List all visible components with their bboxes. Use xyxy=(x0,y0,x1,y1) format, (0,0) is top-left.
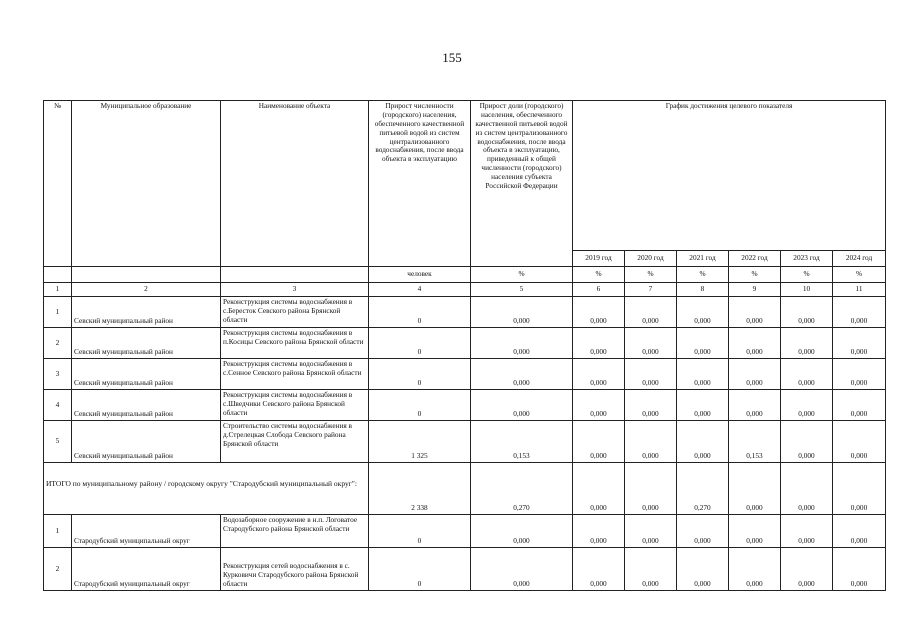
year-value-cell: 0,000 xyxy=(781,421,833,463)
total-year-value-cell: 0,000 xyxy=(729,463,781,515)
unit-year-percent: % xyxy=(781,267,833,283)
population-cell: 0 xyxy=(369,359,471,390)
year-value-cell: 0,000 xyxy=(677,390,729,421)
object-cell: Реконструкция системы водоснабжения в с.Шведчики Севского района Брянской области xyxy=(221,390,369,421)
year-value-cell: 0,000 xyxy=(677,421,729,463)
year-value-cell: 0,000 xyxy=(625,328,677,359)
header-year: 2020 год xyxy=(625,251,677,267)
year-value-cell: 0,000 xyxy=(833,359,886,390)
header-no: № xyxy=(44,101,72,267)
population-cell: 0 xyxy=(369,297,471,328)
header-year: 2022 год xyxy=(729,251,781,267)
year-value-cell: 0,000 xyxy=(573,328,625,359)
year-value-cell: 0,000 xyxy=(781,328,833,359)
year-value-cell: 0,000 xyxy=(625,548,677,591)
total-year-value-cell: 0,000 xyxy=(833,463,886,515)
row-number: 5 xyxy=(44,421,72,463)
year-value-cell: 0,000 xyxy=(625,297,677,328)
page-number: 155 xyxy=(442,50,462,65)
year-value-cell: 0,000 xyxy=(729,515,781,548)
share-cell: 0,000 xyxy=(471,548,573,591)
year-value-cell: 0,000 xyxy=(833,421,886,463)
unit-year-percent: % xyxy=(833,267,886,283)
year-value-cell: 0,000 xyxy=(781,515,833,548)
year-value-cell: 0,000 xyxy=(625,515,677,548)
table-row xyxy=(44,390,886,421)
column-number: 2 xyxy=(72,283,221,297)
row-number: 4 xyxy=(44,390,72,421)
total-year-value-cell: 0,000 xyxy=(625,463,677,515)
table-row xyxy=(44,328,886,359)
column-number: 1 xyxy=(44,283,72,297)
population-cell: 0 xyxy=(369,390,471,421)
year-value-cell: 0,000 xyxy=(729,328,781,359)
header-population-growth: Прирост численности (городского) населения, обеспеченного качественной питьевой водой из систем централизованного водоснабжения, после ввода объекта в эксплуатацию xyxy=(369,101,471,267)
year-value-cell: 0,000 xyxy=(833,390,886,421)
year-value-cell: 0,000 xyxy=(729,548,781,591)
unit-year-percent: % xyxy=(625,267,677,283)
unit-year-percent: % xyxy=(729,267,781,283)
header-object: Наименование объекта xyxy=(221,101,369,267)
row-number: 2 xyxy=(44,328,72,359)
object-cell: Реконструкция сетей водоснабжения в с. Курковичи Стародубского района Брянской области xyxy=(221,548,369,591)
year-value-cell: 0,000 xyxy=(625,421,677,463)
year-value-cell: 0,000 xyxy=(573,515,625,548)
year-value-cell: 0,000 xyxy=(677,297,729,328)
share-cell: 0,000 xyxy=(471,515,573,548)
year-value-cell: 0,000 xyxy=(677,328,729,359)
row-number: 2 xyxy=(44,548,72,591)
year-value-cell: 0,000 xyxy=(573,359,625,390)
year-value-cell: 0,000 xyxy=(729,297,781,328)
target-indicator-table xyxy=(43,100,886,591)
column-number: 11 xyxy=(833,283,886,297)
share-cell: 0,000 xyxy=(471,297,573,328)
row-number: 1 xyxy=(44,515,72,548)
header-share-growth: Прирост доли (городского) населения, обеспеченного качественной питьевой водой из систем централизованного водоснабжения, после ввода объекта в эксплуатацию, приведенный к общей численности (городского) населения субъекта Российской Федерации xyxy=(471,101,573,267)
unit-percent: % xyxy=(471,267,573,283)
year-value-cell: 0,000 xyxy=(677,359,729,390)
column-number: 6 xyxy=(573,283,625,297)
population-cell: 0 xyxy=(369,515,471,548)
unit-blank xyxy=(44,267,72,283)
year-value-cell: 0,000 xyxy=(833,297,886,328)
year-value-cell: 0,000 xyxy=(625,390,677,421)
table-row xyxy=(44,548,886,591)
header-year: 2023 год xyxy=(781,251,833,267)
year-value-cell: 0,000 xyxy=(573,421,625,463)
unit-people: человек xyxy=(369,267,471,283)
share-cell: 0,000 xyxy=(471,328,573,359)
header-schedule: График достижения целевого показателя xyxy=(573,101,886,251)
year-value-cell: 0,000 xyxy=(729,359,781,390)
row-number: 1 xyxy=(44,297,72,328)
share-cell: 0,000 xyxy=(471,390,573,421)
column-number: 7 xyxy=(625,283,677,297)
column-number: 5 xyxy=(471,283,573,297)
header-year: 2024 год xyxy=(833,251,886,267)
column-number: 4 xyxy=(369,283,471,297)
column-number: 9 xyxy=(729,283,781,297)
year-value-cell: 0,000 xyxy=(625,359,677,390)
municipality-cell: Севский муниципальный район xyxy=(72,421,221,463)
population-cell: 0 xyxy=(369,548,471,591)
object-cell: Реконструкция системы водоснабжения в п.Косицы Севского района Брянской области xyxy=(221,328,369,359)
year-value-cell: 0,000 xyxy=(781,297,833,328)
unit-year-percent: % xyxy=(573,267,625,283)
share-cell: 0,153 xyxy=(471,421,573,463)
table-row xyxy=(44,359,886,390)
municipality-cell: Севский муниципальный район xyxy=(72,359,221,390)
year-value-cell: 0,000 xyxy=(677,515,729,548)
total-year-value-cell: 0,270 xyxy=(677,463,729,515)
year-value-cell: 0,000 xyxy=(677,548,729,591)
table-row xyxy=(44,515,886,548)
column-number: 3 xyxy=(221,283,369,297)
year-value-cell: 0,000 xyxy=(573,390,625,421)
year-value-cell: 0,000 xyxy=(833,548,886,591)
year-value-cell: 0,000 xyxy=(573,297,625,328)
object-cell: Реконструкция системы водоснабжения в с.Сенное Севского района Брянской области xyxy=(221,359,369,390)
municipality-cell: Севский муниципальный район xyxy=(72,390,221,421)
table-row xyxy=(44,421,886,463)
header-municipality: Муниципальное образование xyxy=(72,101,221,267)
table-row xyxy=(44,297,886,328)
municipality-cell: Стародубский муниципальный округ xyxy=(72,515,221,548)
unit-blank xyxy=(72,267,221,283)
total-year-value-cell: 0,000 xyxy=(781,463,833,515)
header-year: 2021 год xyxy=(677,251,729,267)
year-value-cell: 0,000 xyxy=(781,359,833,390)
year-value-cell: 0,000 xyxy=(729,390,781,421)
header-year: 2019 год xyxy=(573,251,625,267)
column-number: 8 xyxy=(677,283,729,297)
total-row xyxy=(44,463,886,515)
total-year-value-cell: 0,000 xyxy=(573,463,625,515)
population-cell: 1 325 xyxy=(369,421,471,463)
total-share-cell: 0,270 xyxy=(471,463,573,515)
total-population-cell: 2 338 xyxy=(369,463,471,515)
object-cell: Строительство системы водоснабжения в д.Стрелецкая Слобода Севского района Брянской области xyxy=(221,421,369,463)
year-value-cell: 0,153 xyxy=(729,421,781,463)
share-cell: 0,000 xyxy=(471,359,573,390)
total-label: ИТОГО по муниципальному району / городскому округу "Стародубский муниципальный округ": xyxy=(44,463,369,515)
municipality-cell: Севский муниципальный район xyxy=(72,297,221,328)
year-value-cell: 0,000 xyxy=(781,548,833,591)
year-value-cell: 0,000 xyxy=(833,515,886,548)
population-cell: 0 xyxy=(369,328,471,359)
municipality-cell: Стародубский муниципальный округ xyxy=(72,548,221,591)
unit-year-percent: % xyxy=(677,267,729,283)
municipality-cell: Севский муниципальный район xyxy=(72,328,221,359)
year-value-cell: 0,000 xyxy=(781,390,833,421)
column-number-row xyxy=(44,283,886,297)
column-number: 10 xyxy=(781,283,833,297)
row-number: 3 xyxy=(44,359,72,390)
unit-blank xyxy=(221,267,369,283)
year-value-cell: 0,000 xyxy=(833,328,886,359)
object-cell: Водозаборное сооружение в н.п. Логоватое Стародубского района Брянской области xyxy=(221,515,369,548)
year-value-cell: 0,000 xyxy=(573,548,625,591)
object-cell: Реконструкция системы водоснабжения в с.Бересток Севского района Брянской области xyxy=(221,297,369,328)
